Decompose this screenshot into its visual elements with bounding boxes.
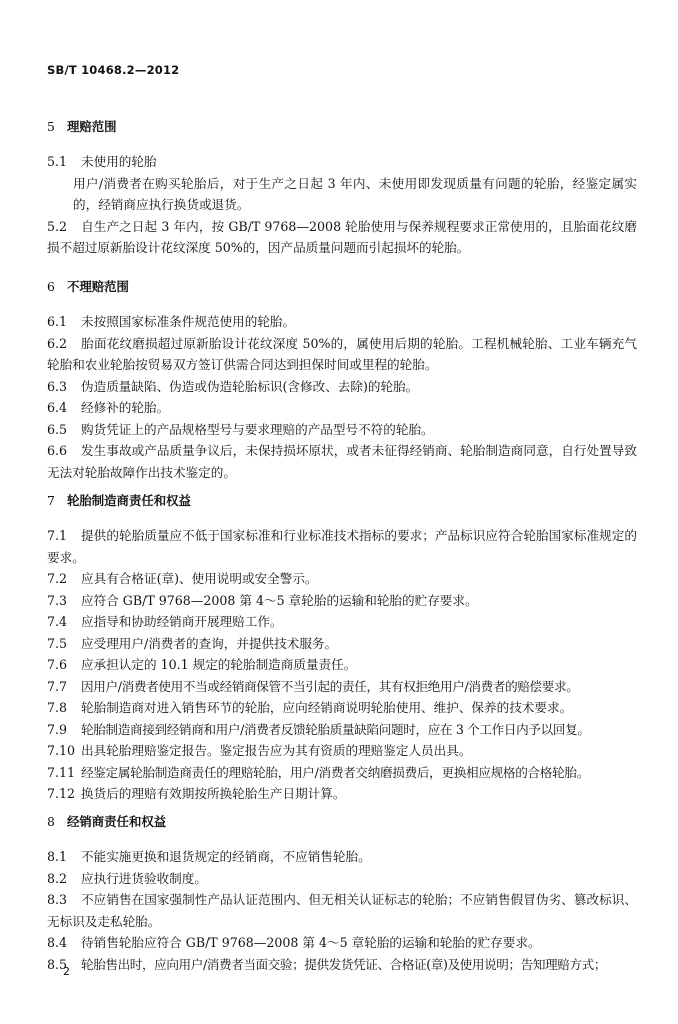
clause-text: 出具轮胎理赔鉴定报告。鉴定报告应为其有资质的理赔鉴定人员出具。 [81, 743, 472, 758]
clause-number: 7.12 [47, 786, 76, 801]
section-title-text: 不理赔范围 [67, 279, 129, 294]
section-title-text: 理赔范围 [67, 119, 117, 134]
clause-number: 7.1 [47, 528, 68, 543]
clause-text: 不能实施更换和退货规定的经销商，不应销售轮胎。 [81, 849, 371, 864]
clause-7-10 [47, 740, 637, 762]
clause-text: 自生产之日起 3 年内，按 GB/T 9768—2008 轮胎使用与保养规程要求正常使用的，且胎面花纹磨损不超过原新胎设计花纹深度 50%的，因产品质量问题而引起损坏的轮胎。 [47, 218, 637, 255]
clause-7-11 [47, 762, 637, 784]
clause-text: 应执行进货验收制度。 [81, 870, 207, 886]
section-7-title [47, 491, 191, 509]
clause-number: 5.2 [47, 218, 68, 234]
clause-text: 经鉴定属轮胎制造商责任的理赔轮胎，用户/消费者交纳磨损费后，更换相应规格的合格轮胎。 [81, 764, 589, 780]
clause-text: 待销售轮胎应符合 GB/T 9768—2008 第 4～5 章轮胎的运输和轮胎的贮存要求。 [81, 935, 541, 950]
clause-number: 6.4 [47, 400, 68, 415]
clause-number: 7.10 [47, 743, 76, 758]
clause-number: 8.4 [47, 935, 68, 950]
section-title-text: 轮胎制造商责任和权益 [67, 493, 191, 508]
clause-number: 7.2 [47, 571, 68, 586]
clause-text: 经修补的轮胎。 [81, 400, 170, 415]
clause-number: 6.2 [47, 335, 68, 351]
clause-8-3 [47, 889, 637, 932]
clause-number: 7.7 [47, 678, 68, 694]
clause-8-5 [47, 954, 637, 976]
clause-text: 轮胎制造商接到经销商和用户/消费者反馈轮胎质量缺陷问题时，应在 3 个工作日内予以回复。 [81, 721, 590, 737]
clause-text: 应受理用户/消费者的查询，并提供技术服务。 [81, 635, 338, 651]
clause-6-1 [47, 311, 637, 333]
section-5-title [47, 117, 117, 135]
clause-7-1 [47, 525, 637, 568]
clause-6-6 [47, 440, 637, 483]
clause-7-12 [47, 783, 637, 805]
standard-code-header: SB/T 10468.2—2012 [47, 63, 180, 77]
clause-6-4 [47, 397, 637, 419]
clause-number: 6.3 [47, 378, 68, 394]
clause-number: 6.5 [47, 421, 68, 437]
section-8-body [47, 846, 637, 975]
clause-text: 因用户/消费者使用不当或经销商保管不当引起的责任，其有权拒绝用户/消费者的赔偿要求。 [81, 678, 579, 694]
clause-number: 7.8 [47, 700, 68, 715]
clause-number: 8.2 [47, 870, 68, 886]
section-6-title [47, 277, 129, 295]
clause-number: 6.6 [47, 443, 68, 458]
clause-6-3 [47, 376, 637, 398]
clause-text: 应承担认定的 10.1 规定的轮胎制造商质量责任。 [81, 657, 357, 672]
clause-number: 8.1 [47, 849, 68, 864]
page-number: 2 [63, 965, 70, 978]
clause-text: 换货后的理赔有效期按所换轮胎生产日期计算。 [81, 786, 346, 801]
section-number: 8 [47, 814, 55, 829]
clause-text: 未按照国家标准条件规范使用的轮胎。 [81, 314, 296, 329]
clause-text: 购货凭证上的产品规格型号与要求理赔的产品型号不符的轮胎。 [81, 421, 434, 437]
clause-number: 7.5 [47, 635, 68, 651]
clause-7-2 [47, 568, 637, 590]
clause-number: 8.3 [47, 892, 68, 907]
clause-number: 7.3 [47, 592, 68, 608]
clause-number: 5.1 [47, 154, 68, 169]
clause-number: 7.9 [47, 721, 68, 737]
clause-text: 不应销售在国家强制性产品认证范围内、但无相关认证标志的轮胎；不应销售假冒伪劣、篡改标识、无标识及走私轮胎。 [47, 892, 637, 929]
clause-6-5 [47, 419, 637, 441]
clause-number: 8.5 [47, 956, 68, 972]
section-number: 7 [47, 493, 55, 508]
section-8-title [47, 812, 166, 830]
section-title-text: 经销商责任和权益 [67, 814, 167, 829]
clause-number: 7.6 [47, 657, 68, 672]
clause-7-8 [47, 697, 637, 719]
clause-6-2 [47, 333, 637, 376]
section-5-body [47, 151, 637, 259]
clause-text: 胎面花纹磨损超过原新胎设计花纹深度 50%的，属使用后期的轮胎。工程机械轮胎、工业车辆充气轮胎和农业轮胎按贸易双方签订供需合同达到担保时间或里程的轮胎。 [47, 335, 637, 372]
clause-5-2 [47, 216, 637, 259]
clause-8-4 [47, 932, 637, 954]
clause-text: 应具有合格证(章)、使用说明或安全警示。 [81, 571, 318, 586]
clause-number: 7.4 [47, 614, 68, 629]
section-6-body [47, 311, 637, 483]
clause-text: 应符合 GB/T 9768—2008 第 4～5 章轮胎的运输和轮胎的贮存要求。 [81, 592, 478, 608]
clause-text: 发生事故或产品质量争议后，未保持损坏原状，或者未征得经销商、轮胎制造商同意，自行处置导致无法对轮胎故障作出技术鉴定的。 [47, 443, 637, 480]
clause-7-3 [47, 590, 637, 612]
clause-text: 轮胎售出时，应向用户/消费者当面交验；提供发货凭证、合格证(章)及使用说明；告知理赔方式； [81, 956, 607, 972]
clause-number: 6.1 [47, 314, 68, 329]
clause-8-1 [47, 846, 637, 868]
clause-5-1 [47, 151, 637, 173]
clause-5-1-paragraph: 用户/消费者在购买轮胎后，对于生产之日起 3 年内、未使用即发现质量有问题的轮胎，经鉴定属实的，经销商应执行换货或退货。 [73, 175, 637, 212]
section-7-body [47, 525, 637, 805]
section-number: 5 [47, 119, 55, 134]
clause-8-2 [47, 868, 637, 890]
clause-7-6 [47, 654, 637, 676]
clause-7-5 [47, 633, 637, 655]
clause-text: 应指导和协助经销商开展理赔工作。 [81, 614, 283, 629]
clause-7-9 [47, 719, 637, 741]
clause-text: 轮胎制造商对进入销售环节的轮胎，应向经销商说明轮胎使用、维护、保养的技术要求。 [81, 700, 573, 715]
clause-text: 提供的轮胎质量应不低于国家标准和行业标准技术指标的要求；产品标识应符合轮胎国家标准规定的要求。 [47, 528, 637, 565]
clause-7-4 [47, 611, 637, 633]
clause-text: 伪造质量缺陷、伪造或伪造轮胎标识(含修改、去除)的轮胎。 [81, 378, 419, 394]
clause-7-7 [47, 676, 637, 698]
clause-number: 7.11 [47, 764, 76, 780]
section-number: 6 [47, 279, 55, 294]
clause-text: 未使用的轮胎 [81, 154, 157, 169]
